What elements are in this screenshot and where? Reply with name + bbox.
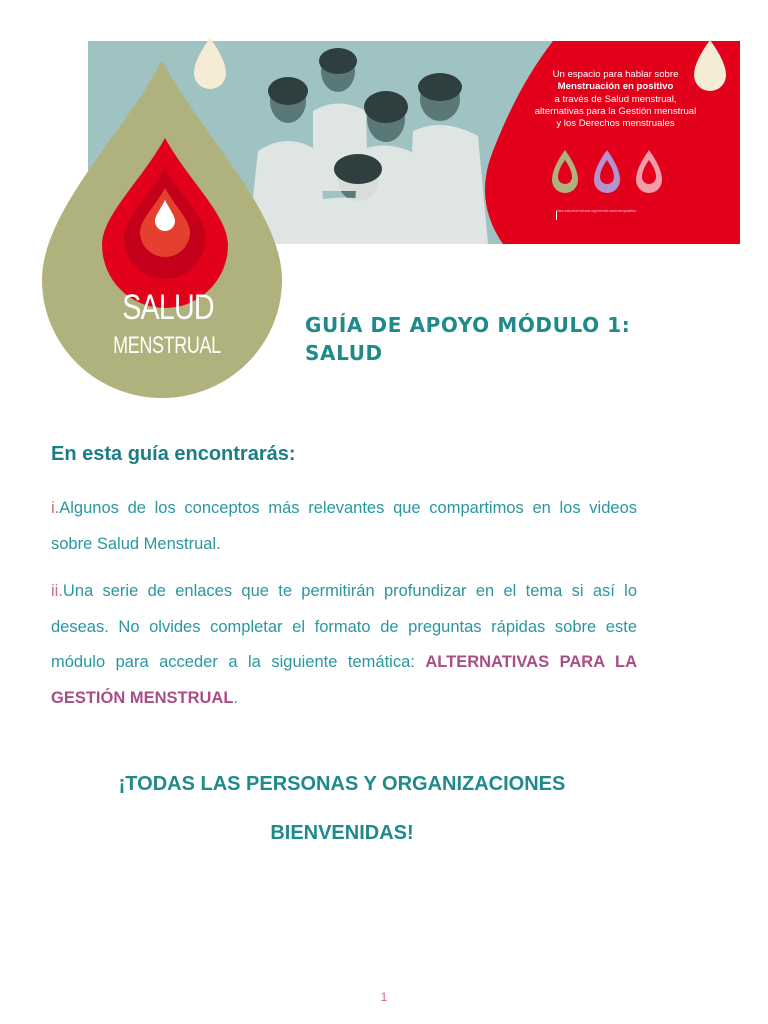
- banner-line-5: y los Derechos menstruales: [556, 118, 675, 130]
- page-number: 1: [380, 990, 388, 1004]
- logo-word-menstrual: MENSTRUAL: [113, 332, 221, 359]
- banner-link[interactable]: www.saludmenstrual.org/menstruacionenpositivo: [556, 209, 637, 213]
- mini-drop-gestion-icon: [594, 150, 620, 193]
- list-item: [51, 574, 637, 716]
- cream-drop-right-icon: [690, 40, 730, 95]
- logo-word-salud: SALUD: [122, 288, 214, 327]
- list-item-end: .: [233, 688, 239, 707]
- intro-heading: En esta guía encontrarás:: [51, 443, 296, 465]
- list-item-text: Algunos de los conceptos más relevantes que compartimos en los videos sobre Salud Menstrual.: [51, 499, 637, 553]
- banner-line-3: a través de Salud menstrual,: [554, 93, 677, 105]
- mini-drop-salud-icon: [552, 150, 578, 193]
- banner-line-4: alternativas para la Gestión menstrual: [534, 105, 697, 117]
- welcome-line-1: ¡TODAS LAS PERSONAS Y ORGANIZACIONES: [118, 773, 566, 795]
- banner-line-1: Un espacio para hablar sobre: [552, 69, 679, 80]
- page-title: [305, 311, 705, 367]
- list-item-number: i.: [51, 499, 60, 517]
- title-line-2: SALUD: [305, 341, 383, 365]
- mini-drops-icons: [544, 148, 674, 198]
- next-module-link[interactable]: ALTERNATIVAS PARA LA GESTIÓN MENSTRUAL: [51, 653, 637, 707]
- list-item-number: ii.: [51, 582, 63, 600]
- title-line-1: GUÍA DE APOYO MÓDULO 1:: [305, 313, 631, 337]
- welcome-line-2: BIENVENIDAS!: [270, 822, 414, 844]
- banner-line-2: Menstruación en positivo: [557, 81, 674, 93]
- list-item: [51, 491, 637, 562]
- mini-drop-derechos-icon: [636, 150, 662, 193]
- list-item-text: Una serie de enlaces que te permitirán profundizar en el tema si así lo deseas. No olvides completar el formato de preguntas rápidas sobre este módulo para acceder a la siguiente temática:: [51, 582, 637, 671]
